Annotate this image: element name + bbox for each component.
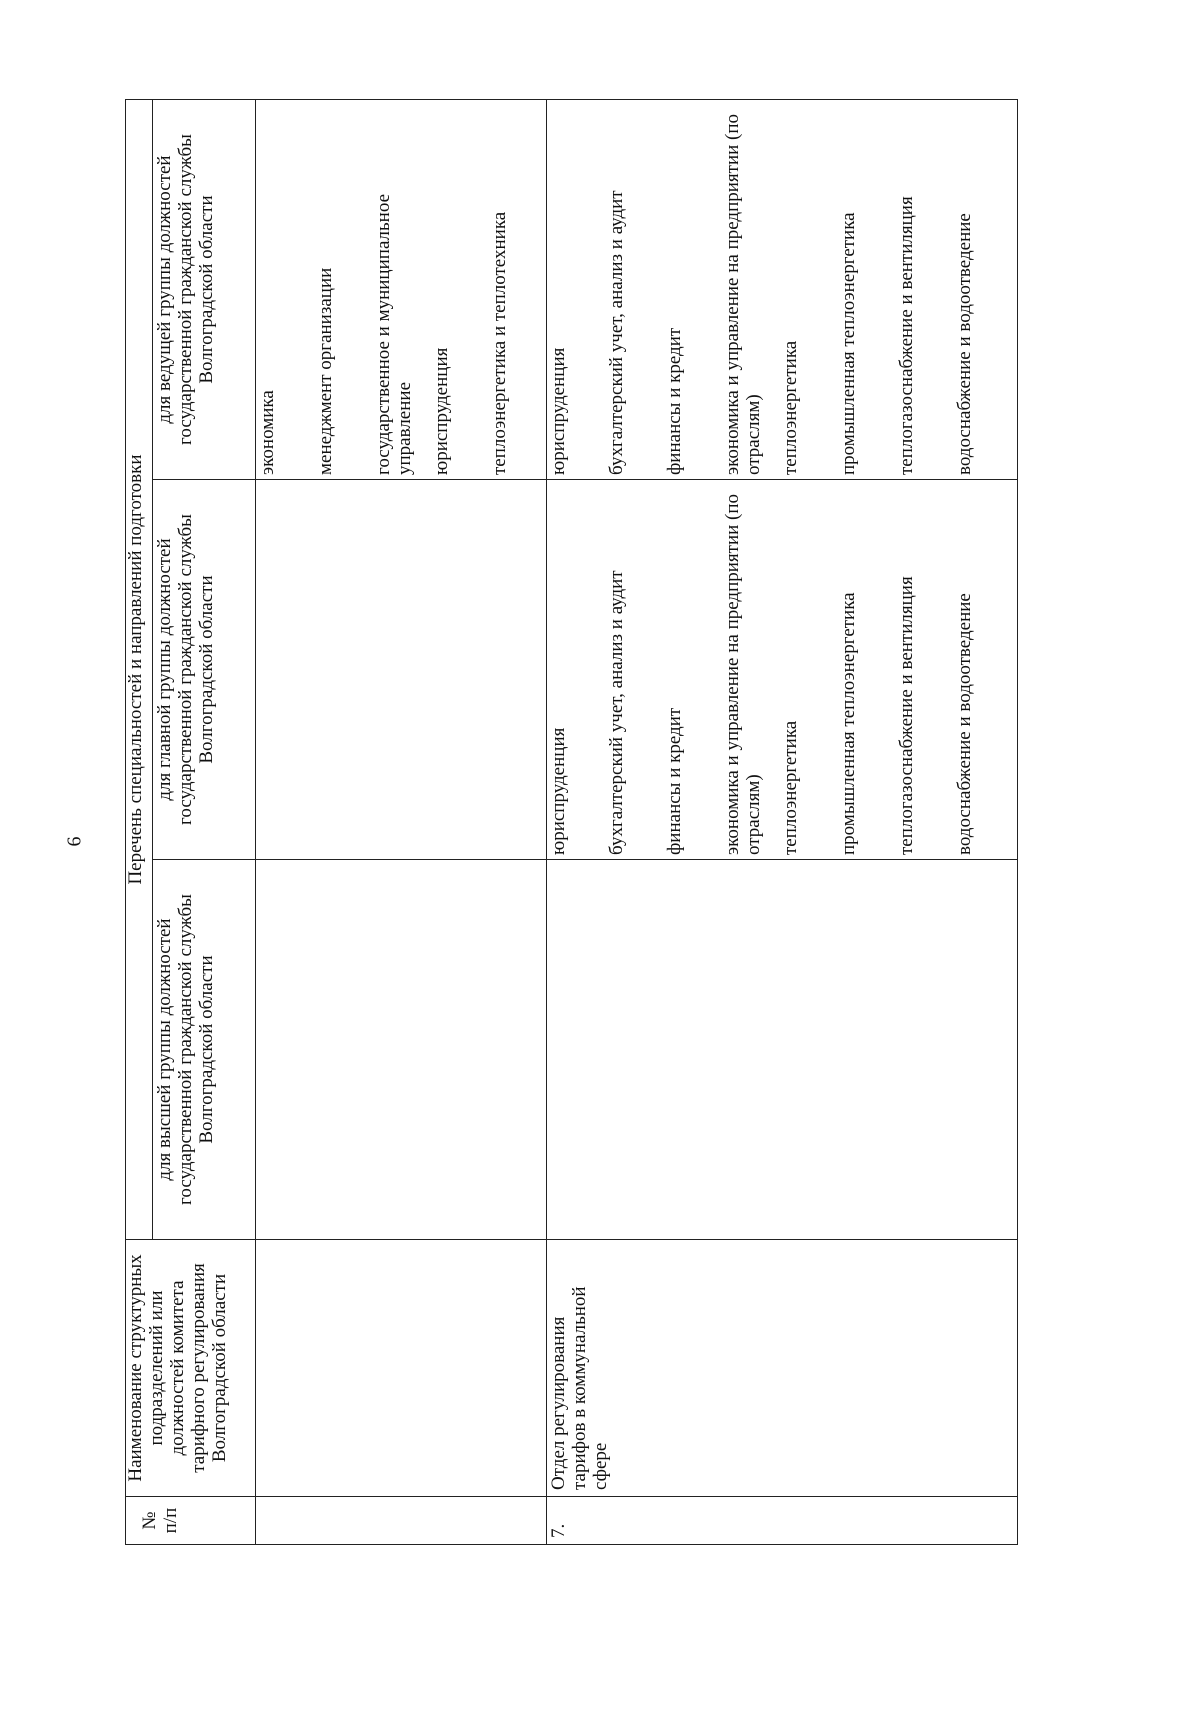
list-item: промышленная теплоэнергетика [838, 592, 859, 855]
page-number: 6 [63, 836, 86, 847]
table-row [547, 100, 1018, 1545]
row-highest [256, 860, 547, 1240]
list-item: теплогазоснабжение и вентиляция [896, 196, 917, 475]
header-group-highest: для высшей группы должностей государственной гражданской службы Волгоградской области [153, 860, 256, 1240]
list-item: теплоэнергетика [780, 720, 801, 855]
row-main [547, 480, 1018, 860]
row-main [256, 480, 547, 860]
list-item: промышленная теплоэнергетика [838, 212, 859, 475]
list-item: теплоэнергетика и теплотехника [489, 211, 510, 475]
list-item: юриспруденция [548, 347, 569, 475]
list-item: бухгалтерский учет, анализ и аудит [606, 570, 627, 855]
header-number: № п/п [126, 1497, 256, 1545]
list-item: государственное и муниципальное управление [373, 193, 415, 475]
list-item: водоснабжение и водоотведение [954, 593, 975, 855]
list-item: юриспруденция [431, 347, 452, 475]
rotated-table-wrapper [125, 100, 1018, 1545]
specialties-table [125, 99, 1018, 1545]
list-item: теплогазоснабжение и вентиляция [896, 576, 917, 855]
row-highest [547, 860, 1018, 1240]
list-item: финансы и кредит [664, 707, 685, 855]
header-group-main: для главной группы должностей государственной гражданской службы Волгоградской области [153, 480, 256, 860]
list-item: бухгалтерский учет, анализ и аудит [606, 190, 627, 475]
row-number: 7. [547, 1497, 1018, 1545]
list-item: водоснабжение и водоотведение [954, 213, 975, 475]
header-specialties: Перечень специальностей и направлений подготовки [126, 100, 153, 1240]
list-item: юриспруденция [548, 727, 569, 855]
list-item: экономика и управление на предприятии (по отраслям) [722, 113, 764, 475]
header-group-leading: для ведущей группы должностей государственной гражданской службы Волгоградской области [153, 100, 256, 480]
table-row [256, 100, 547, 1545]
header-structural-unit: Наименование структурных подразделений или должностей комитета тарифного регулирования Волгоградской области [126, 1240, 256, 1497]
row-leading [256, 100, 547, 480]
list-item: финансы и кредит [664, 327, 685, 475]
row-unit: Отдел регулирования тарифов в коммунальной сфере [547, 1240, 1018, 1497]
list-item: экономика и управление на предприятии (по отраслям) [722, 493, 764, 855]
row-leading [547, 100, 1018, 480]
row-unit [256, 1240, 547, 1497]
list-item: экономика [257, 390, 278, 475]
list-item: теплоэнергетика [780, 340, 801, 475]
header-row-1 [126, 100, 153, 1545]
list-item: менеджмент организации [315, 267, 336, 475]
row-number [256, 1497, 547, 1545]
